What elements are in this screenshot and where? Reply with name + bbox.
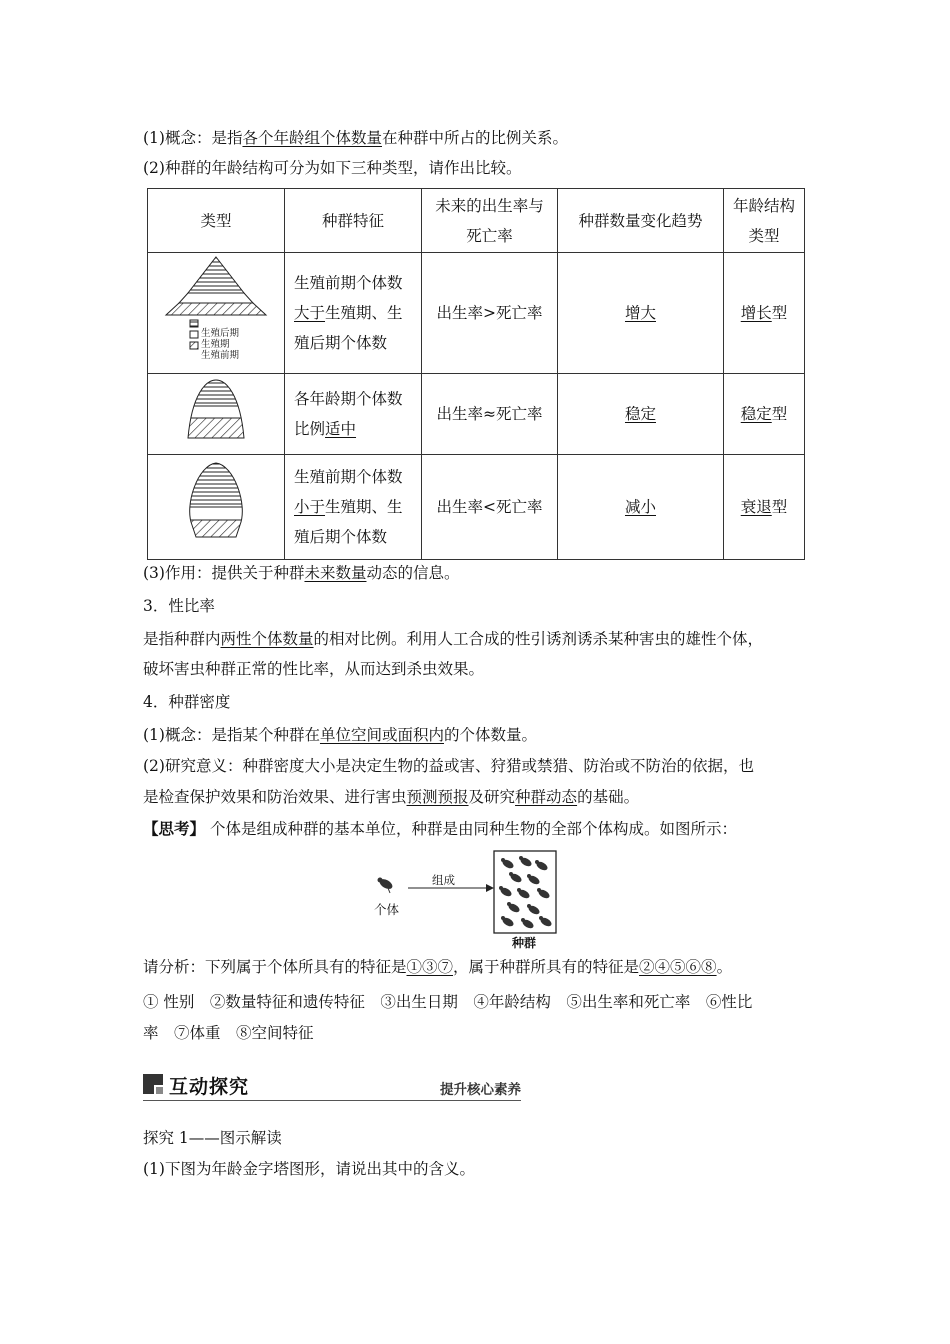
declining-pyramid-icon: [148, 455, 285, 549]
rate-cell: 出生率>死亡率: [422, 253, 558, 374]
section-title: 互动探究: [169, 1076, 250, 1098]
table-row: [148, 374, 805, 455]
trend-cell: 减小: [558, 455, 724, 560]
legend-item: 生殖前期: [201, 350, 240, 361]
age-structure-table: [147, 188, 805, 560]
arrow-label: 组成: [432, 873, 455, 887]
section-subtitle: 提升核心素养: [440, 1082, 521, 1098]
answer-underlined: 各个年龄组个体数量: [242, 129, 382, 147]
header-cell: 种群特征: [285, 189, 422, 253]
population-label: 种群: [512, 936, 537, 950]
header-cell: 种群数量变化趋势: [558, 189, 724, 253]
pyramid-cell: [148, 374, 285, 455]
bird-icon: [378, 877, 395, 893]
feature-cell: 各年龄期个体数比例适中: [285, 374, 422, 455]
type-cell: 衰退型: [724, 455, 805, 560]
thinking-line: 【思考】 个体是组成种群的基本单位，种群是由同种生物的全部个体构成。如图所示：: [143, 819, 737, 838]
options-line-2: 率 ⑦体重 ⑧空间特征: [143, 1024, 314, 1042]
rate-cell: 出生率<死亡率: [422, 455, 558, 560]
options-line: ① 性别 ②数量特征和遗传特征 ③出生日期 ④年龄结构 ⑤出生率和死亡率 ⑥性比: [143, 993, 753, 1011]
text: (1)概念：是指: [143, 129, 243, 147]
analysis-line: 请分析：下列属于个体所具有的特征是①③⑦，属于种群所具有的特征是②④⑤⑥⑧。: [143, 958, 733, 976]
type-cell: 增长型: [724, 253, 805, 374]
feature-cell: 生殖前期个体数大于生殖期、生殖后期个体数: [285, 253, 422, 374]
heading-sex-ratio: 3．性比率: [143, 597, 215, 615]
section-square-icon: [143, 1074, 163, 1094]
header-cell: 未来的出生率与死亡率: [422, 189, 558, 253]
trend-cell: 增大: [558, 253, 724, 374]
pyramid-cell: [148, 253, 285, 374]
header-cell: 类型: [148, 189, 285, 253]
thinking-tag: 【思考】: [143, 819, 206, 838]
sex-ratio-line: 是指种群内两性个体数量的相对比例。利用人工合成的性引诱剂诱杀某种害虫的雄性个体，: [143, 630, 764, 648]
table-row: [148, 455, 805, 560]
text: 在种群中所占的比例关系。: [381, 129, 568, 147]
density-meaning-line-2: 是检查保护效果和防治效果、进行害虫预测预报及研究种群动态的基础。: [143, 788, 640, 806]
legend-item: 生殖后期: [201, 328, 240, 339]
legend-item: 生殖期: [201, 339, 230, 350]
concept-line: [143, 128, 568, 148]
table-intro-line: (2)种群的年龄结构可分为如下三种类型，请作出比较。: [143, 159, 522, 177]
trend-cell: 稳定: [558, 374, 724, 455]
pyramid-cell: [148, 455, 285, 560]
header-cell: 年龄结构类型: [724, 189, 805, 253]
individual-label: 个体: [374, 902, 400, 917]
function-line: (3)作用：提供关于种群未来数量动态的信息。: [143, 564, 460, 582]
stable-pyramid-icon: [148, 374, 285, 444]
figure-drawing: [370, 848, 560, 948]
table-header-row: [148, 189, 805, 253]
explore-heading: 探究 1——图示解读: [143, 1129, 282, 1147]
rate-cell: 出生率≈死亡率: [422, 374, 558, 455]
density-concept-line: (1)概念：是指某个种群在单位空间或面积内的个体数量。: [143, 726, 537, 744]
density-meaning-line: (2)研究意义：种群密度大小是决定生物的益或害、狩猎或禁猎、防治或不防治的依据，也: [143, 757, 754, 775]
heading-density: 4．种群密度: [143, 693, 231, 711]
feature-cell: 生殖前期个体数小于生殖期、生殖后期个体数: [285, 455, 422, 560]
individual-population-figure: [370, 848, 560, 948]
section-header: [143, 1070, 521, 1101]
table-row: [148, 253, 805, 374]
type-cell: 稳定型: [724, 374, 805, 455]
explore-question: (1)下图为年龄金字塔图形，请说出其中的含义。: [143, 1160, 475, 1178]
sex-ratio-line-2: 破坏害虫种群正常的性比率，从而达到杀虫效果。: [143, 660, 485, 678]
